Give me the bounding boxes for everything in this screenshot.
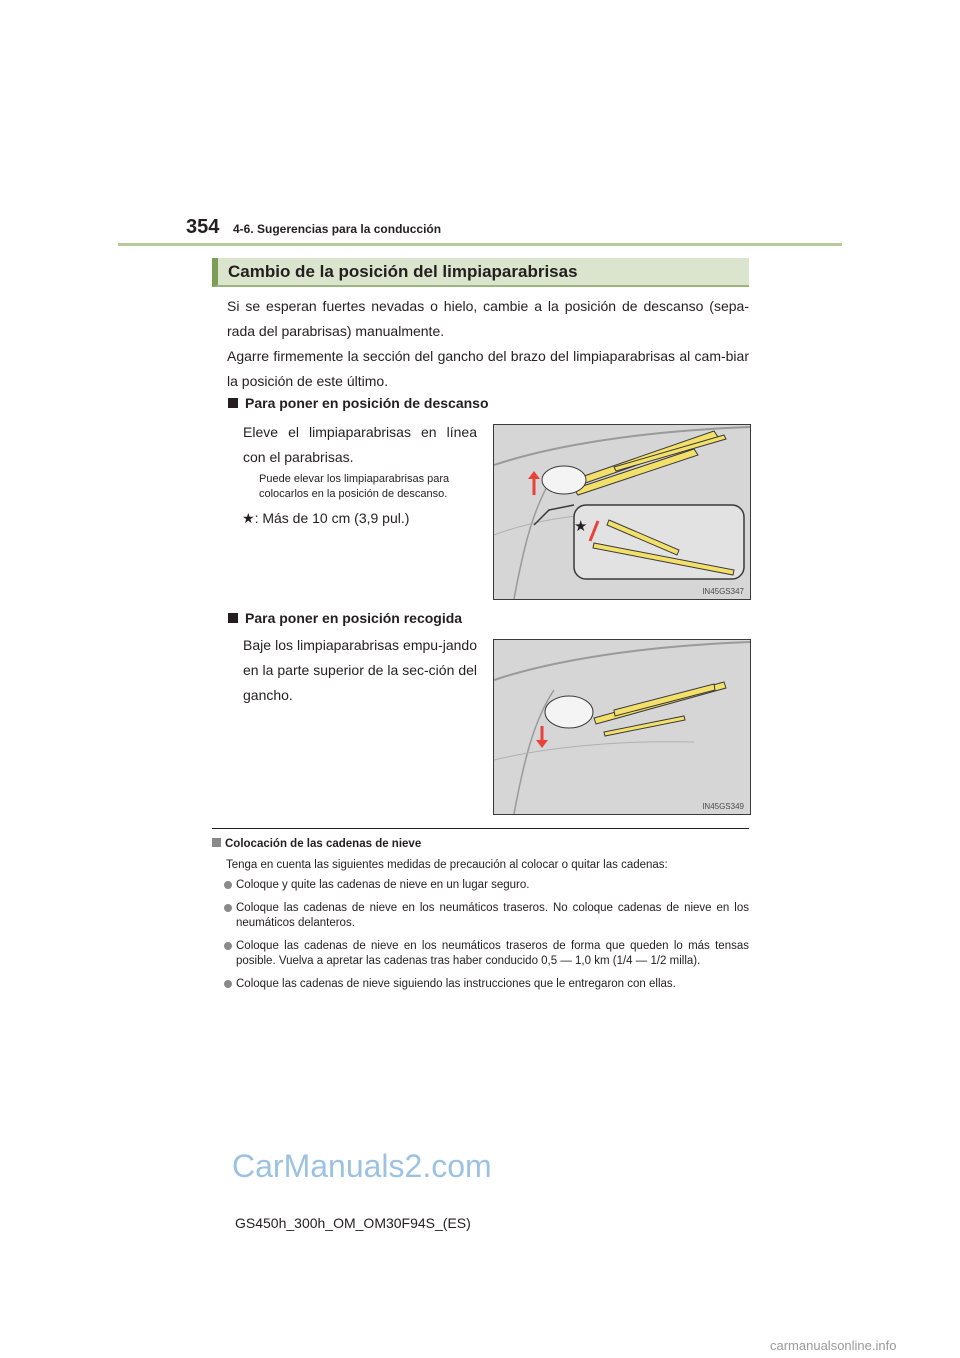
star-measurement-text: : Más de 10 cm (3,9 pul.)	[254, 510, 410, 526]
list-item	[222, 878, 749, 893]
list-item	[222, 977, 749, 992]
section-title: Cambio de la posición del limpiaparabrisas	[228, 262, 578, 281]
rest-position-note: Puede elevar los limpiaparabrisas para colocarlos en la posición de descanso.	[259, 473, 450, 500]
square-bullet-icon	[228, 613, 238, 623]
wiper-raise-illustration	[494, 425, 750, 599]
intro-paragraph-1: Si se esperan fuertes nevadas o hielo, cambie a la posición de descanso (sepa-rada del parabrisas) manualmente.	[227, 298, 749, 339]
rest-position-instruction: Eleve el limpiaparabrisas en línea con el parabrisas.	[243, 424, 477, 465]
stowed-position-heading	[228, 610, 462, 626]
figure-code: IN45GS347	[702, 587, 744, 596]
intro-paragraph-2: Agarre firmemente la sección del gancho del brazo del limpiaparabrisas al cam-biar la posición de este último.	[227, 348, 749, 389]
snow-chains-heading	[212, 838, 421, 850]
stowed-position-instruction: Baje los limpiaparabrisas empu-jando en la parte superior de la sec-ción del gancho.	[243, 637, 477, 703]
wiper-lower-illustration	[494, 640, 750, 814]
list-item	[222, 901, 749, 931]
figure-code: IN45GS349	[702, 802, 744, 811]
stowed-position-figure	[493, 639, 751, 815]
rest-position-heading-text: Para poner en posición de descanso	[245, 395, 489, 411]
note-rule	[212, 828, 749, 829]
square-bullet-icon	[212, 838, 221, 847]
page-number: 354	[186, 216, 220, 238]
snow-chains-heading-text: Colocación de las cadenas de nieve	[225, 838, 422, 850]
document-code: GS450h_300h_OM_OM30F94S_(ES)	[235, 1215, 471, 1231]
watermark-logo: CarManuals2.com	[232, 1148, 492, 1184]
star-measurement-note	[242, 510, 409, 527]
svg-text:★: ★	[574, 517, 588, 535]
section-path: 4-6. Sugerencias para la conducción	[233, 222, 442, 236]
circle-bullet-icon	[224, 881, 232, 889]
circle-bullet-icon	[224, 942, 232, 950]
square-bullet-icon	[228, 398, 238, 408]
rest-position-heading	[228, 395, 489, 411]
list-item-text: Coloque las cadenas de nieve siguiendo las instrucciones que le entregaron con ellas.	[236, 978, 676, 990]
header-rule	[118, 243, 842, 246]
circle-bullet-icon	[224, 980, 232, 988]
stowed-position-heading-text: Para poner en posición recogida	[245, 610, 463, 626]
list-item-text: Coloque y quite las cadenas de nieve en un lugar seguro.	[236, 879, 530, 891]
list-item	[222, 939, 749, 969]
snow-chains-intro: Tenga en cuenta las siguientes medidas de precaución al colocar o quitar las cadenas:	[226, 859, 668, 871]
star-icon: ★	[242, 510, 255, 526]
snow-chains-list	[222, 878, 749, 1000]
circle-bullet-icon	[224, 904, 232, 912]
list-item-text: Coloque las cadenas de nieve en los neumáticos traseros. No coloque cadenas de nieve en los neumáticos delanteros.	[236, 902, 749, 929]
rest-position-figure	[493, 424, 751, 600]
list-item-text: Coloque las cadenas de nieve en los neumáticos traseros de forma que queden lo más tensas posible. Vuelva a apretar las cadenas tras haber conducido 0,5 — 1,0 km (1/4 — 1/2 milla).	[236, 940, 749, 967]
section-title-bar	[212, 258, 749, 287]
corner-watermark: carmanualsonline.info	[770, 1338, 897, 1353]
